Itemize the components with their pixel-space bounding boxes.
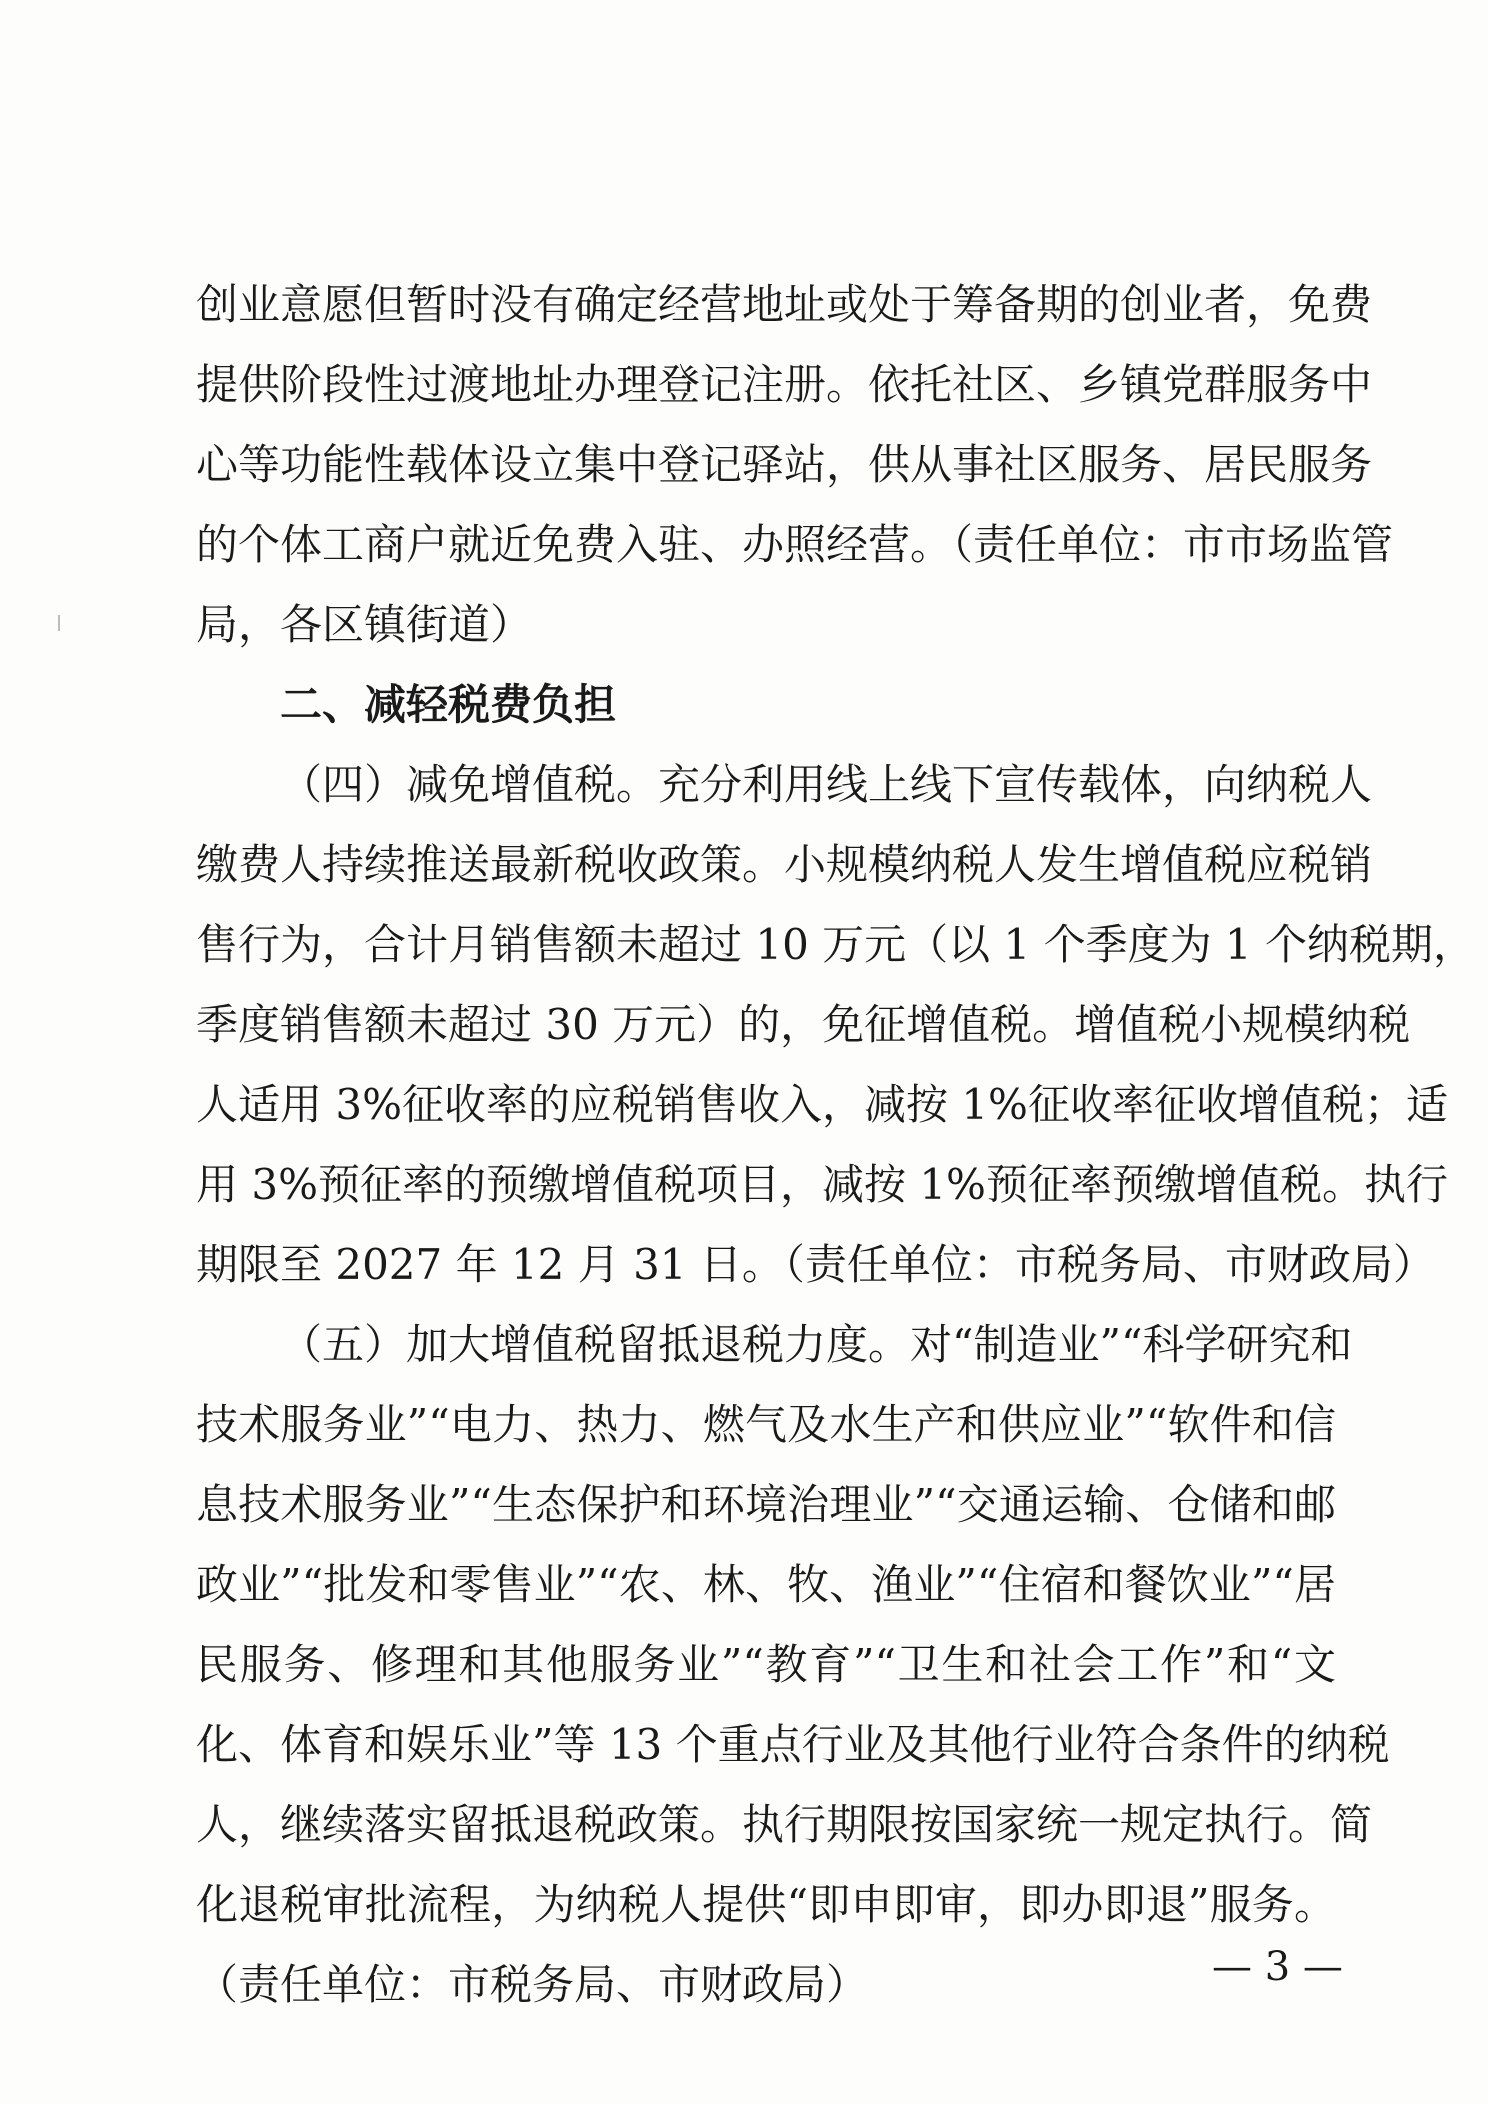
- text-line: 用 3%预征率的预缴增值税项目，减按 1%预征率预缴增值税。执行: [196, 1160, 1448, 1209]
- text-line: （责任单位：市税务局、市财政局）: [196, 1960, 869, 2009]
- text-line: 的个体工商户就近免费入驻、办照经营。（责任单位：市市场监管: [196, 520, 1394, 569]
- text-line: 售行为，合计月销售额未超过 10 万元（以 1 个季度为 1 个纳税期，: [196, 920, 1475, 969]
- body-text: [196, 265, 1475, 2025]
- text-line: 季度销售额未超过 30 万元）的，免征增值税。增值税小规模纳税: [196, 1000, 1411, 1049]
- text-line: 心等功能性载体设立集中登记驿站，供从事社区服务、居民服务: [196, 440, 1373, 489]
- text-line: （五）加大增值税留抵退税力度。对“制造业”“科学研究和: [280, 1320, 1353, 1369]
- text-line: 提供阶段性过渡地址办理登记注册。依托社区、乡镇党群服务中: [196, 360, 1373, 409]
- text-line: 政业”“批发和零售业”“农、林、牧、渔业”“住宿和餐饮业”“居: [196, 1560, 1336, 1609]
- text-line: 创业意愿但暂时没有确定经营地址或处于筹备期的创业者，免费: [196, 280, 1373, 329]
- text-line: 化、体育和娱乐业”等 13 个重点行业及其他行业符合条件的纳税: [196, 1720, 1390, 1769]
- scan-mark: [58, 615, 60, 631]
- text-line: 人，继续落实留抵退税政策。执行期限按国家统一规定执行。简: [196, 1800, 1373, 1849]
- text-line: 技术服务业”“电力、热力、燃气及水生产和供应业”“软件和信: [196, 1400, 1336, 1449]
- page-number: — 3 —: [1212, 1944, 1343, 1990]
- text-line: （四）减免增值税。充分利用线上线下宣传载体，向纳税人: [280, 760, 1373, 809]
- text-line: 息技术服务业”“生态保护和环境治理业”“交通运输、仓储和邮: [196, 1480, 1336, 1529]
- section-heading: 二、减轻税费负担: [280, 680, 617, 729]
- text-line: 人适用 3%征收率的应税销售收入，减按 1%征收率征收增值税；适: [196, 1080, 1448, 1129]
- text-line: 局，各区镇街道）: [196, 600, 533, 649]
- text-line: 化退税审批流程，为纳税人提供“即申即审，即办即退”服务。: [196, 1880, 1336, 1929]
- text-line: 民服务、修理和其他服务业”“教育”“卫生和社会工作”和“文: [196, 1640, 1336, 1689]
- text-line: 缴费人持续推送最新税收政策。小规模纳税人发生增值税应税销: [196, 840, 1373, 889]
- text-line: 期限至 2027 年 12 月 31 日。（责任单位：市税务局、市财政局）: [196, 1240, 1435, 1289]
